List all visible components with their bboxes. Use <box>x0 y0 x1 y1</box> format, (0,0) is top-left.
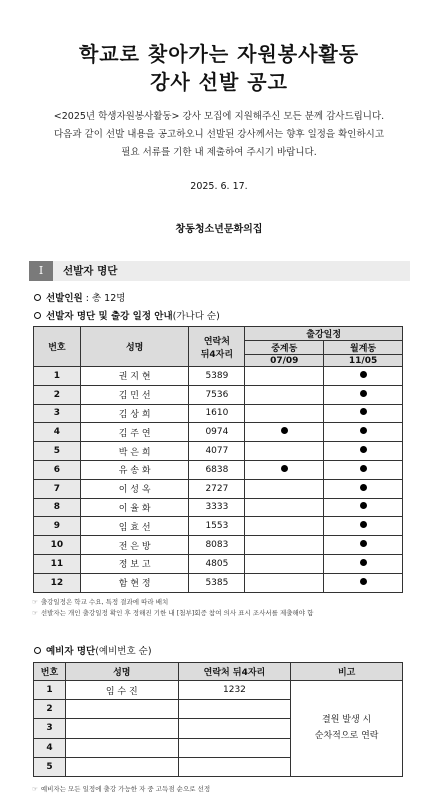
table-row <box>34 573 403 592</box>
col-header-date1: 07/09 <box>245 355 324 367</box>
col-header-site1: 중계동 <box>245 341 324 355</box>
assigned-dot-icon <box>360 390 367 397</box>
schedule-cell-s1 <box>245 536 324 555</box>
contact-header-line1: 연락처 <box>203 336 230 347</box>
note-arrow-icon: ☞ <box>32 598 38 606</box>
assigned-dot-icon <box>360 465 367 472</box>
row-contact <box>178 738 291 757</box>
row-contact: 8083 <box>189 536 245 555</box>
row-number: 9 <box>34 517 81 536</box>
contact-header-line2: 뒤4자리 <box>200 349 234 360</box>
schedule-cell-s1 <box>245 442 324 461</box>
col-header-date2: 11/05 <box>324 355 403 367</box>
assigned-dot-icon <box>360 521 367 528</box>
assigned-dot-icon <box>360 559 367 566</box>
reserve-col-header-no: 번호 <box>34 663 66 681</box>
schedule-cell-s1 <box>245 385 324 404</box>
row-contact <box>178 757 291 776</box>
assigned-dot-icon <box>360 578 367 585</box>
selected-count-label: 선발인원 <box>46 293 83 304</box>
schedule-cell-s2 <box>324 423 403 442</box>
row-number: 2 <box>34 700 66 719</box>
row-name: 임 효 선 <box>80 517 189 536</box>
schedule-cell-s2 <box>324 479 403 498</box>
schedule-cell-s2 <box>324 498 403 517</box>
reserve-col-header-contact: 연락처 뒤4자리 <box>178 663 291 681</box>
document-title-line1: 학교로 찾아가는 자원봉사활동 <box>78 42 360 66</box>
schedule-cell-s2 <box>324 404 403 423</box>
row-number: 1 <box>34 367 81 386</box>
row-contact: 1232 <box>178 681 291 700</box>
section-number: I <box>29 261 53 281</box>
assigned-dot-icon <box>360 502 367 509</box>
assigned-dot-icon <box>360 446 367 453</box>
row-name: 권 지 현 <box>80 367 189 386</box>
row-name: 이 성 옥 <box>80 479 189 498</box>
row-number: 5 <box>34 442 81 461</box>
schedule-cell-s2 <box>324 536 403 555</box>
row-contact: 4805 <box>189 554 245 573</box>
selected-note-2 <box>32 607 313 619</box>
row-name: 이 율 화 <box>80 498 189 517</box>
row-number: 2 <box>34 385 81 404</box>
row-contact: 6838 <box>189 460 245 479</box>
selected-list-label: 선발자 명단 및 출강 일정 안내 <box>46 311 173 322</box>
col-header-no: 번호 <box>34 327 81 367</box>
row-number: 4 <box>34 423 81 442</box>
table-row <box>34 554 403 573</box>
schedule-cell-s2 <box>324 573 403 592</box>
schedule-cell-s1 <box>245 404 324 423</box>
selected-count-line <box>34 290 125 304</box>
row-number: 6 <box>34 460 81 479</box>
row-name: 박 은 희 <box>80 442 189 461</box>
row-number: 5 <box>34 757 66 776</box>
row-number: 10 <box>34 536 81 555</box>
row-number: 7 <box>34 479 81 498</box>
bullet-circle-icon <box>34 312 41 319</box>
schedule-cell-s2 <box>324 460 403 479</box>
selected-list-suffix: (가나다 순) <box>172 311 220 322</box>
table-row <box>34 681 403 700</box>
row-contact: 2727 <box>189 479 245 498</box>
remark-cell <box>291 681 403 777</box>
reserve-list-label: 예비자 명단 <box>46 646 96 657</box>
remark-line: 순차적으로 연락 <box>314 731 379 742</box>
col-header-name: 성명 <box>80 327 189 367</box>
intro-paragraph <box>0 108 438 162</box>
note-text: 출강일정은 학교 수요, 특정 결과에 따라 배치 <box>40 598 169 606</box>
row-contact: 5389 <box>189 367 245 386</box>
section-title: 선발자 명단 <box>63 265 118 277</box>
section-header <box>29 261 410 281</box>
note-text: 예비자는 모든 일정에 출강 가능한 자 중 고득점 순으로 선정 <box>40 785 211 793</box>
schedule-cell-s2 <box>324 554 403 573</box>
assigned-dot-icon <box>360 371 367 378</box>
announcement-date: 2025. 6. 17. <box>190 181 248 192</box>
row-name: 김 민 선 <box>80 385 189 404</box>
schedule-cell-s1 <box>245 573 324 592</box>
table-row <box>34 460 403 479</box>
selected-count-value: : 총 12명 <box>85 293 126 304</box>
row-contact: 3333 <box>189 498 245 517</box>
selected-table-body <box>34 367 403 593</box>
row-contact: 4077 <box>189 442 245 461</box>
table-row <box>34 442 403 461</box>
row-contact <box>178 700 291 719</box>
row-number: 3 <box>34 719 66 738</box>
row-name: 전 은 방 <box>80 536 189 555</box>
row-number: 4 <box>34 738 66 757</box>
assigned-dot-icon <box>281 465 288 472</box>
reserve-col-header-remark: 비고 <box>291 663 403 681</box>
table-row <box>34 536 403 555</box>
note-arrow-icon: ☞ <box>32 609 38 617</box>
row-number: 3 <box>34 404 81 423</box>
note-arrow-icon: ☞ <box>32 785 38 793</box>
schedule-cell-s2 <box>324 385 403 404</box>
assigned-dot-icon <box>360 484 367 491</box>
reserve-list-suffix: (예비번호 순) <box>95 646 152 657</box>
schedule-cell-s1 <box>245 498 324 517</box>
reserve-list-heading <box>34 643 152 657</box>
assigned-dot-icon <box>360 427 367 434</box>
row-name <box>65 738 178 757</box>
intro-line: 필요 서류를 기한 내 제출하여 주시기 바랍니다. <box>121 147 317 158</box>
document-title-line2: 강사 선발 공고 <box>150 70 288 94</box>
row-name: 김 주 연 <box>80 423 189 442</box>
row-number: 11 <box>34 554 81 573</box>
row-contact: 7536 <box>189 385 245 404</box>
row-name: 함 현 정 <box>80 573 189 592</box>
row-name: 김 상 희 <box>80 404 189 423</box>
reserve-table-body <box>34 681 403 777</box>
table-row <box>34 517 403 536</box>
intro-line: <2025년 학생자원봉사활동> 강사 모집에 지원해주신 모든 분께 감사드립니다. <box>53 111 385 122</box>
bullet-circle-icon <box>34 294 41 301</box>
table-row <box>34 423 403 442</box>
table-row <box>34 498 403 517</box>
row-name: 임 수 진 <box>65 681 178 700</box>
col-header-site2: 월계동 <box>324 341 403 355</box>
note-text: 선발자는 개인 출강일정 확인 후 정해진 기한 내 [첨부]회증 참여 의사 표시 조사서를 제출해야 함 <box>40 609 314 617</box>
table-row <box>34 479 403 498</box>
selected-list-heading <box>34 308 220 322</box>
organization-name: 창동청소년문화의집 <box>175 224 263 235</box>
reserve-note <box>32 783 210 795</box>
schedule-cell-s1 <box>245 479 324 498</box>
row-number: 1 <box>34 681 66 700</box>
row-number: 8 <box>34 498 81 517</box>
row-name: 유 송 화 <box>80 460 189 479</box>
row-contact: 1610 <box>189 404 245 423</box>
schedule-cell-s1 <box>245 554 324 573</box>
table-row <box>34 385 403 404</box>
schedule-cell-s1 <box>245 423 324 442</box>
assigned-dot-icon <box>281 427 288 434</box>
row-name <box>65 700 178 719</box>
row-name <box>65 719 178 738</box>
schedule-cell-s1 <box>245 367 324 386</box>
remark-line: 결원 발생 시 <box>322 715 372 726</box>
selected-table <box>33 326 403 593</box>
row-contact: 0974 <box>189 423 245 442</box>
schedule-cell-s1 <box>245 517 324 536</box>
row-contact: 1553 <box>189 517 245 536</box>
col-header-schedule: 출강일정 <box>245 327 403 341</box>
schedule-cell-s2 <box>324 517 403 536</box>
schedule-cell-s2 <box>324 367 403 386</box>
row-contact <box>178 719 291 738</box>
assigned-dot-icon <box>360 540 367 547</box>
assigned-dot-icon <box>360 408 367 415</box>
schedule-cell-s2 <box>324 442 403 461</box>
col-header-contact <box>189 327 245 367</box>
row-number: 12 <box>34 573 81 592</box>
schedule-cell-s1 <box>245 460 324 479</box>
table-row <box>34 367 403 386</box>
bullet-circle-icon <box>34 647 41 654</box>
reserve-col-header-name: 성명 <box>65 663 178 681</box>
row-contact: 5385 <box>189 573 245 592</box>
table-row <box>34 404 403 423</box>
reserve-table <box>33 662 403 777</box>
row-name: 정 보 고 <box>80 554 189 573</box>
intro-line: 다음과 같이 선발 내용을 공고하오니 선발된 강사께서는 향후 일정을 확인하시고 <box>53 129 385 140</box>
row-name <box>65 757 178 776</box>
